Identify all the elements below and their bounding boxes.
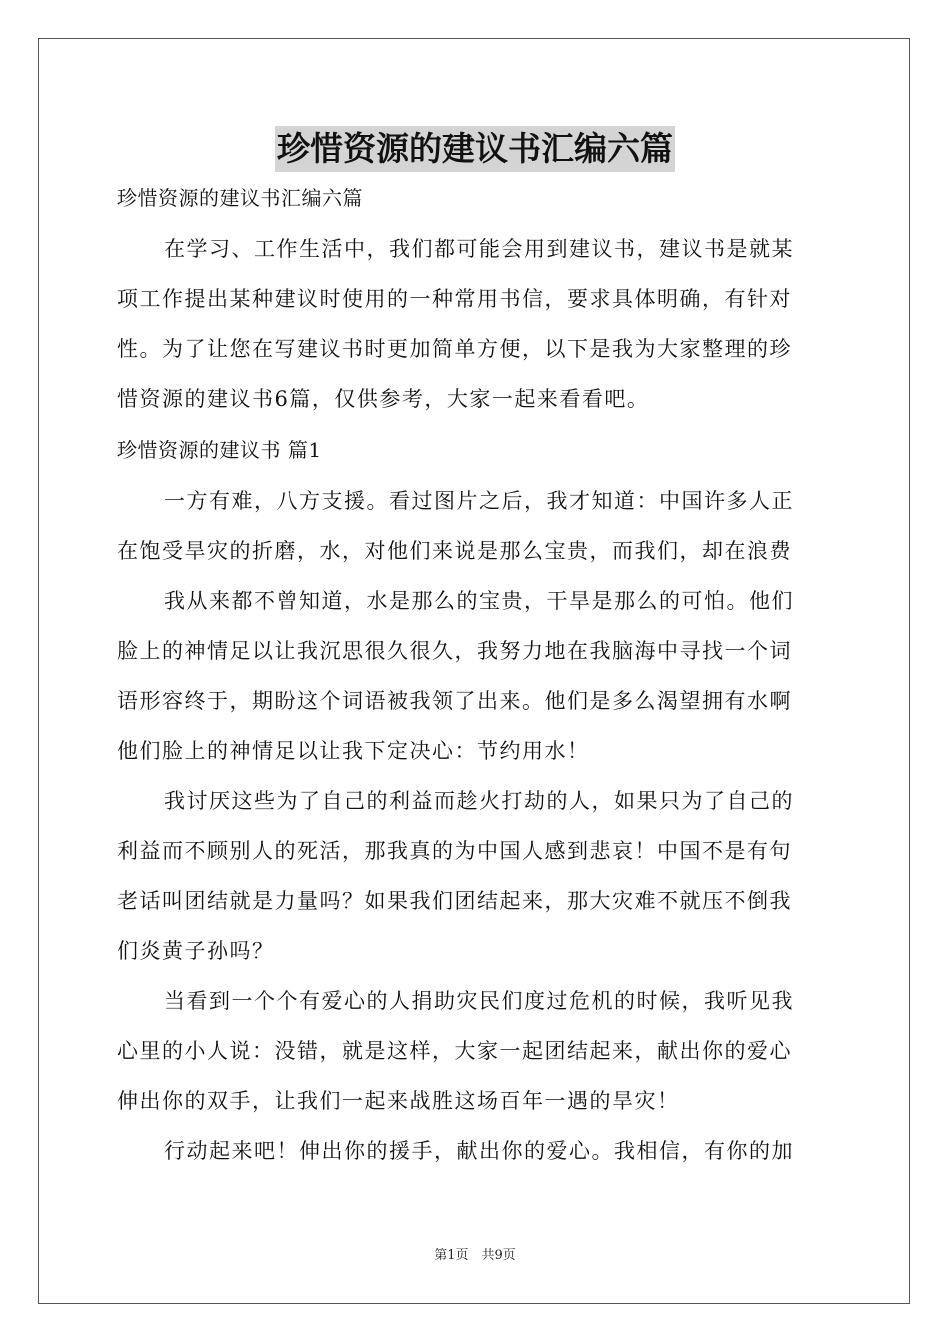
paragraph-line: 语形容终于，期盼这个词语被我领了出来。他们是多么渴望拥有水啊	[117, 689, 792, 713]
paragraph-line: 伸出你的双手，让我们一起来战胜这场百年一遇的旱灾！	[117, 1089, 680, 1113]
paragraph-line: 在饱受旱灾的折磨，水，对他们来说是那么宝贵，而我们，却在浪费	[117, 539, 792, 563]
paragraph-line: 一方有难，八方支援。看过图片之后，我才知道：中国许多人正	[164, 489, 794, 513]
section-heading: 珍惜资源的建议书 篇1	[117, 438, 322, 462]
paragraph-line: 在学习、工作生活中，我们都可能会用到建议书，建议书是就某	[164, 237, 794, 261]
document-title: 珍惜资源的建议书汇编六篇	[275, 126, 675, 172]
paragraph-line: 项工作提出某种建议时使用的一种常用书信，要求具体明确，有针对	[117, 287, 792, 311]
paragraph-line: 我讨厌这些为了自己的利益而趁火打劫的人，如果只为了自己的	[164, 789, 794, 813]
paragraph-line: 利益而不顾别人的死活，那我真的为中国人感到悲哀！中国不是有句	[117, 839, 792, 863]
subtitle-line: 珍惜资源的建议书汇编六篇	[117, 186, 363, 210]
paragraph-line: 心里的小人说：没错，就是这样，大家一起团结起来，献出你的爱心	[117, 1039, 792, 1063]
paragraph-line: 们炎黄子孙吗？	[117, 939, 275, 963]
paragraph-line: 行动起来吧！伸出你的援手，献出你的爱心。我相信，有你的加	[164, 1139, 794, 1163]
paragraph-line: 老话叫团结就是力量吗？如果我们团结起来，那大灾难不就压不倒我	[117, 889, 792, 913]
paragraph-line: 当看到一个个有爱心的人捐助灾民们度过危机的时候，我听见我	[164, 989, 794, 1013]
title-container	[0, 126, 950, 172]
page-footer: 第1页 共9页	[434, 1248, 516, 1263]
paragraph-line: 我从来都不曾知道，水是那么的宝贵，干旱是那么的可怕。他们	[164, 589, 794, 613]
paragraph-line: 性。为了让您在写建议书时更加简单方便，以下是我为大家整理的珍	[117, 337, 792, 361]
paragraph-line: 惜资源的建议书6篇，仅供参考，大家一起来看看吧。	[117, 387, 650, 411]
document-body	[117, 172, 833, 1176]
paragraph-line: 他们脸上的神情足以让我下定决心：节约用水！	[117, 739, 590, 763]
paragraph-line: 脸上的神情足以让我沉思很久很久，我努力地在我脑海中寻找一个词	[117, 639, 792, 663]
